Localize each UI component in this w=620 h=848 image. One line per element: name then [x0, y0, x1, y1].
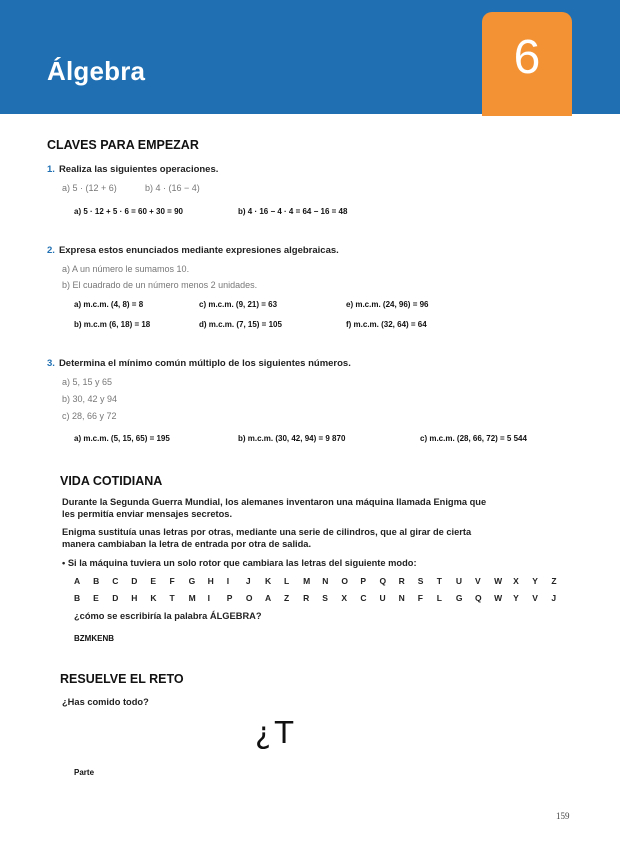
rotor-letter: X: [513, 576, 519, 586]
rotor-letter: X: [341, 593, 347, 603]
rotor-letter: M: [188, 593, 196, 603]
rotor-letter: A: [264, 593, 272, 603]
vida-paragraph-2-line-2: manera cambiaban la letra de entrada por otra de salida.: [62, 539, 312, 549]
question-2-text: Expresa estos enunciados mediante expresiones algebraicas.: [58, 245, 339, 256]
question-2-item-a: a) A un número le sumamos 10.: [62, 264, 190, 274]
rotor-letter: P: [226, 593, 233, 603]
rotor-letter: G: [455, 593, 463, 603]
question-3-answer-c: c) m.c.m. (28, 66, 72) = 5 544: [420, 434, 527, 443]
rotor-letter: C: [112, 576, 119, 586]
rotor-letter: I: [207, 593, 211, 603]
question-1-item-a: a) 5 · (12 + 6): [62, 183, 117, 193]
rotor-letter: G: [188, 576, 196, 586]
rotor-letter: K: [150, 593, 157, 603]
rotor-letter: I: [226, 576, 230, 586]
rotor-letter: T: [169, 593, 175, 603]
reto-handwriting: ¿T: [255, 716, 298, 751]
rotor-letter: S: [322, 593, 328, 603]
question-3-answer-a: a) m.c.m. (5, 15, 65) = 195: [74, 434, 170, 443]
rotor-row-output: [74, 593, 570, 603]
question-1: [47, 164, 218, 175]
rotor-letter: L: [284, 576, 290, 586]
rotor-letter: O: [341, 576, 348, 586]
vida-paragraph-1-line-1: Durante la Segunda Guerra Mundial, los alemanes inventaron una máquina llamada Enigma que: [62, 497, 487, 507]
question-2: [47, 245, 339, 256]
question-2-number: 2.: [47, 245, 55, 256]
vida-question: ¿cómo se escribiría la palabra ÁLGEBRA?: [74, 611, 262, 621]
question-1-answer-b: b) 4 · 16 − 4 · 4 = 64 − 16 = 48: [238, 207, 348, 216]
reto-answer: Parte: [74, 768, 95, 777]
rotor-letter: N: [322, 576, 329, 586]
rotor-letter: T: [436, 576, 442, 586]
question-2-answer-a: a) m.c.m. (4, 8) = 8: [74, 300, 144, 309]
question-2-answer-e: e) m.c.m. (24, 96) = 96: [346, 300, 429, 309]
rotor-letter: D: [131, 576, 138, 586]
rotor-letter: H: [207, 576, 214, 586]
question-3-item-a: a) 5, 15 y 65: [62, 377, 113, 387]
rotor-letter: S: [417, 576, 424, 586]
rotor-letter: U: [379, 593, 386, 603]
question-3-text: Determina el mínimo común múltiplo de los siguientes números.: [58, 358, 351, 369]
question-1-item-b: b) 4 · (16 − 4): [145, 183, 200, 193]
question-1-text: Realiza las siguientes operaciones.: [58, 164, 219, 175]
reto-question: ¿Has comido todo?: [62, 697, 149, 707]
rotor-letter: B: [74, 593, 81, 603]
rotor-letter: E: [150, 576, 157, 586]
vida-answer: BZMKENB: [74, 634, 114, 643]
rotor-letter: N: [398, 593, 405, 603]
vida-paragraph-1-line-2: les permitía enviar mensajes secretos.: [62, 509, 233, 519]
rotor-letter: Q: [474, 593, 482, 603]
vida-bullet: • Si la máquina tuviera un solo rotor que cambiara las letras del siguiente modo:: [62, 558, 417, 568]
vida-paragraph-1: [62, 496, 522, 520]
question-1-number: 1.: [47, 164, 55, 175]
chapter-header: [0, 0, 620, 114]
rotor-letter: W: [494, 593, 503, 603]
rotor-letter: O: [245, 593, 253, 603]
question-2-answer-d: d) m.c.m. (7, 15) = 105: [199, 320, 282, 329]
vida-paragraph-2: [62, 526, 522, 550]
rotor-letter: J: [245, 576, 251, 586]
section-title-claves: CLAVES PARA EMPEZAR: [47, 138, 199, 152]
chapter-title: Álgebra: [47, 56, 146, 86]
question-3-item-c: c) 28, 66 y 72: [62, 411, 117, 421]
rotor-letter: D: [112, 593, 119, 603]
question-2-item-b: b) El cuadrado de un número menos 2 unidades.: [62, 280, 258, 290]
question-3: [47, 358, 351, 369]
rotor-letter: Q: [379, 576, 387, 586]
rotor-letter: C: [360, 593, 367, 603]
rotor-letter: U: [455, 576, 463, 586]
rotor-letter: Z: [551, 576, 557, 586]
unit-tab: [482, 12, 572, 116]
section-title-vida: VIDA COTIDIANA: [60, 474, 163, 488]
rotor-letter: Y: [513, 593, 519, 603]
rotor-letter: K: [264, 576, 272, 586]
rotor-letter: P: [360, 576, 367, 586]
rotor-letter: F: [417, 593, 423, 603]
rotor-letter: V: [532, 593, 538, 603]
rotor-row-input: [74, 576, 570, 586]
rotor-letter: J: [551, 593, 557, 603]
question-3-answer-b: b) m.c.m. (30, 42, 94) = 9 870: [238, 434, 346, 443]
rotor-letter: Z: [284, 593, 290, 603]
rotor-letter: A: [74, 576, 81, 586]
vida-paragraph-2-line-1: Enigma sustituía unas letras por otras, mediante una serie de cilindros, que al girar de cierta: [62, 527, 472, 537]
question-2-answer-b: b) m.c.m (6, 18) = 18: [74, 320, 151, 329]
rotor-letter: M: [303, 576, 311, 586]
rotor-letter: R: [303, 593, 310, 603]
question-3-item-b: b) 30, 42 y 94: [62, 394, 118, 404]
section-title-reto: RESUELVE EL RETO: [60, 672, 184, 686]
rotor-letter: W: [494, 576, 503, 586]
rotor-letter: V: [474, 576, 481, 586]
question-1-answer-a: a) 5 · 12 + 5 · 6 = 60 + 30 = 90: [74, 207, 183, 216]
rotor-letter: E: [93, 593, 99, 603]
rotor-letter: R: [398, 576, 405, 586]
question-3-number: 3.: [47, 358, 55, 369]
rotor-letter: L: [436, 593, 442, 603]
page-number: 159: [556, 811, 570, 821]
rotor-letter: B: [93, 576, 100, 586]
rotor-letter: H: [131, 593, 138, 603]
question-2-answer-f: f) m.c.m. (32, 64) = 64: [346, 320, 427, 329]
unit-number: 6: [513, 31, 541, 84]
rotor-letter: Y: [532, 576, 538, 586]
rotor-letter: F: [169, 576, 175, 586]
question-2-answer-c: c) m.c.m. (9, 21) = 63: [199, 300, 278, 309]
